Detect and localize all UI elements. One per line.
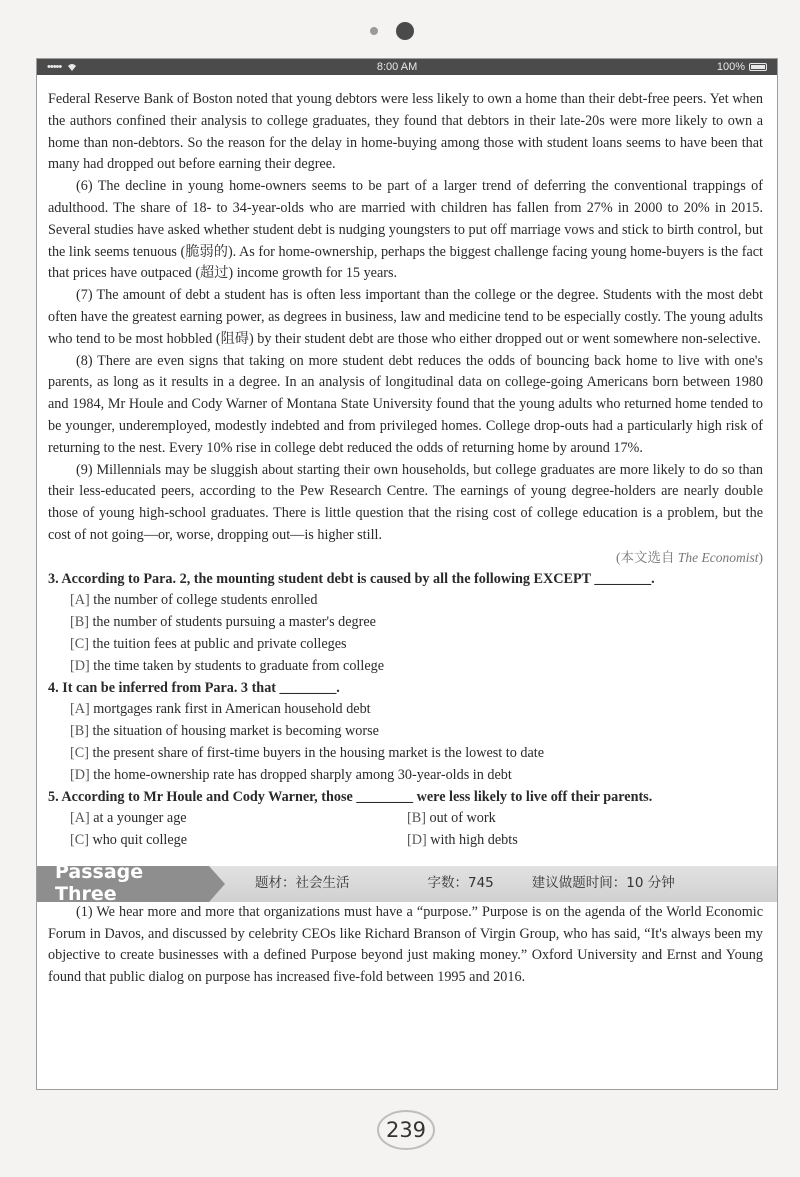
battery-percent: 100% [716, 61, 745, 73]
option-key: [C] [70, 635, 89, 652]
question-5-stem: 5. According to Mr Houle and Cody Warner, those ________ were less likely to live off their parents. [48, 788, 653, 805]
arrow-icon [209, 866, 225, 902]
source-citation [48, 547, 763, 569]
status-time: 8:00 AM [376, 61, 418, 73]
option-key: [D] [407, 832, 427, 849]
paragraph-9: (9) Millennials may be sluggish about starting their own households, but college graduates are more likely to do so than their less-educated peers, according to the Pew Research Centre. The earnings of young degree-holders are nearly double those of young high-school graduates. There is little question that the rising cost of college education is a problem, but the cost of not going—or, worse, dropping out—is higher still. [48, 461, 763, 543]
battery-icon [749, 63, 767, 71]
paragraph-continuation: Federal Reserve Bank of Boston noted that young debtors were less likely to own a home than their debt-free peers. Yet when the authors confined their analysis to college graduates, they found that debtors in their late-20s were more likely to own a home than non-debtors. So the reason for the delay in home-buying among those with student loans seems to have been that many had dropped out before earning their degree. [48, 91, 763, 173]
option-text: out of work [429, 810, 496, 827]
option-key: [B] [70, 723, 89, 740]
option-text: the time taken by students to graduate from college [93, 657, 385, 674]
wifi-icon [67, 63, 77, 71]
option-text: the number of college students enrolled [93, 592, 318, 609]
page-number-text: 239 [385, 1118, 427, 1142]
option-text: with high debts [430, 832, 518, 849]
passage-title: Passage Three [37, 866, 209, 902]
camera-lens [396, 22, 414, 40]
question-3-option-d[interactable] [48, 656, 763, 678]
question-3-option-a[interactable] [48, 590, 763, 612]
question-5-option-b[interactable] [407, 808, 744, 830]
question-3-stem: 3. According to Para. 2, the mounting student debt is caused by all the following EXCEPT ________. [48, 570, 655, 587]
option-text: the situation of housing market is becoming worse [92, 723, 379, 740]
passage-meta [225, 873, 675, 895]
option-key: [C] [70, 832, 89, 849]
question-5-option-d[interactable] [407, 830, 744, 852]
option-key: [A] [70, 592, 90, 609]
paragraph-8: (8) There are even signs that taking on more student debt reduces the odds of bouncing back home to live with one's parents, as long as it results in a degree. In an analysis of longitudinal data on college-going Americans born between 1980 and 1984, Mr Houle and Cody Warner of Montana State University found that the young adults who returned home tended to be younger, underemployed, modestly indebted and from privileged homes. College drop-outs had a particularly high risk of returning to the nest. Every 10% rise in college debt reduced the odds of returning home by around 17%. [48, 352, 763, 456]
status-bar [37, 59, 777, 75]
option-text: the present share of first-time buyers in the housing market is the lowest to date [92, 744, 544, 761]
signal-icon: ••••• [47, 61, 62, 73]
question-4-option-b[interactable] [48, 721, 763, 743]
passage-suggested-time: 建议做题时间：10 分钟 [531, 874, 675, 891]
source-title: The Economist [677, 549, 759, 565]
question-3-option-b[interactable] [48, 612, 763, 634]
option-text: the number of students pursuing a master's degree [92, 614, 376, 631]
device-screen [36, 58, 778, 1090]
question-4-option-d[interactable] [48, 765, 763, 787]
question-5-option-a[interactable] [70, 808, 407, 830]
option-text: the tuition fees at public and private colleges [92, 635, 347, 652]
question-4-option-a[interactable] [48, 699, 763, 721]
option-key: [C] [70, 744, 89, 761]
option-key: [D] [70, 766, 90, 783]
page-number [375, 1108, 437, 1152]
device-camera [370, 22, 414, 40]
question-4-option-c[interactable] [48, 743, 763, 765]
option-key: [D] [70, 657, 90, 674]
question-3-option-c[interactable] [48, 634, 763, 656]
question-5-options-row-2 [48, 830, 763, 852]
paragraph-6: (6) The decline in young home-owners seems to be part of a larger trend of deferring the conventional trappings of adulthood. The share of 18- to 34-year-olds who are married with children has fallen from 27% in 2000 to 20% in 2015. Several studies have asked whether student debt is nudging youngsters to put off marriage vows and stick to birth control, but the link seems tenuous (脆弱的). As for home-ownership, perhaps the biggest challenge facing young home-buyers is the fact that prices have outpaced (超过) income growth for 15 years. [48, 178, 763, 282]
passage-topic: 题材：社会生活 [255, 874, 350, 891]
option-text: who quit college [92, 832, 188, 849]
option-text: at a younger age [93, 810, 187, 827]
option-key: [A] [70, 810, 90, 827]
option-text: mortgages rank first in American household debt [93, 701, 371, 718]
camera-sensor [370, 27, 378, 35]
option-text: the home-ownership rate has dropped sharply among 30-year-olds in debt [93, 766, 512, 783]
question-4-stem: 4. It can be inferred from Para. 3 that ________. [48, 679, 340, 696]
option-key: [B] [70, 614, 89, 631]
option-key: [B] [407, 810, 426, 827]
source-suffix: ) [758, 549, 763, 565]
question-5-option-c[interactable] [70, 830, 407, 852]
paragraph-7: (7) The amount of debt a student has is often less important than the college or the degree. Students with the most debt often have the greatest earning power, as degrees in business, law and medicine tend to be especially costly. The young adults who tend to be most hobbled (阻碍) by their student debt are those who either dropped out or went somewhere non-selective. [48, 287, 763, 347]
page-content [37, 75, 777, 989]
question-5-options-row-1 [48, 808, 763, 830]
passage-word-count: 字数：745 [427, 874, 494, 891]
passage-header [37, 861, 777, 905]
passage-three-paragraph-1: (1) We hear more and more that organizations must have a “purpose.” Purpose is on the agenda of the World Economic Forum in Davos, and discussed by celebrity CEOs like Richard Branson of Virgin Group, who has said, “It's always been my objective to create businesses with a defined Purpose beyond just making money.” Oxford University and Ernst and Young found that public dialog on purpose has increased five-fold between 1995 and 2016. [48, 903, 763, 986]
source-prefix: (本文选自 [616, 549, 678, 565]
option-key: [A] [70, 701, 90, 718]
